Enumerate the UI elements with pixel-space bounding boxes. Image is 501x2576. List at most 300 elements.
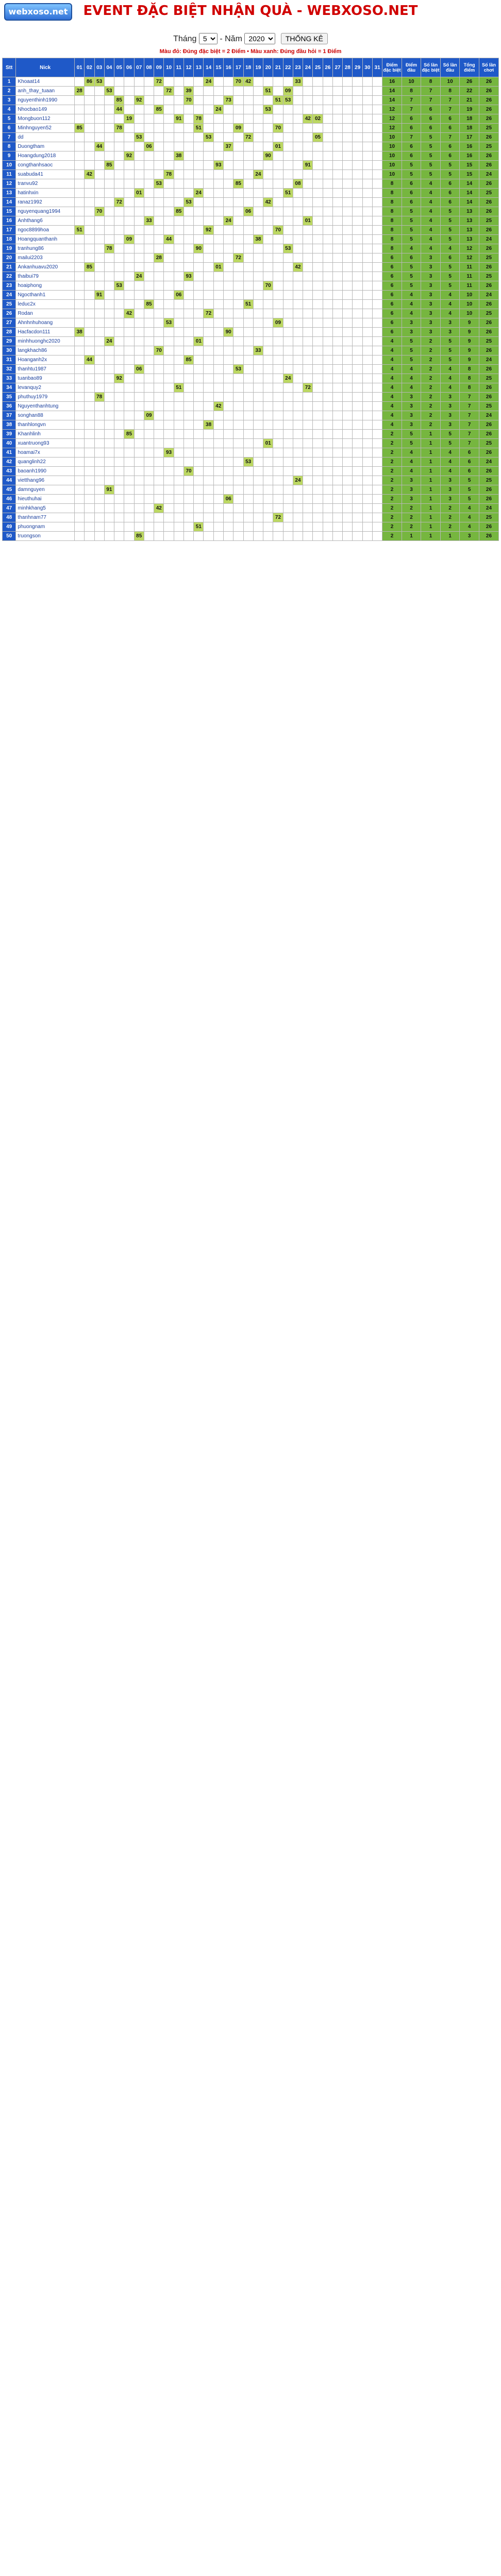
- month-select[interactable]: [199, 33, 218, 44]
- nick-cell[interactable]: damnguyen: [16, 485, 75, 495]
- hit-cell: 91: [94, 291, 104, 300]
- day-cell: [253, 263, 263, 272]
- day-cell: [85, 189, 94, 198]
- day-cell: [204, 402, 213, 411]
- nick-cell[interactable]: Anhthang6: [16, 216, 75, 226]
- day-cell: [104, 216, 114, 226]
- nick-cell[interactable]: Hoangquanthanh: [16, 235, 75, 244]
- rank-cell: 25: [3, 300, 16, 309]
- day-cell: [293, 226, 303, 235]
- hit-cell: 24: [213, 105, 223, 114]
- day-cell: [183, 300, 193, 309]
- day-cell: [213, 133, 223, 142]
- nick-cell[interactable]: tranhung86: [16, 244, 75, 253]
- day-cell: [273, 328, 283, 337]
- nick-cell[interactable]: thanhtu1987: [16, 365, 75, 374]
- table-head: [3, 58, 499, 77]
- day-cell: [253, 151, 263, 161]
- day-cell: [124, 495, 134, 504]
- nick-cell[interactable]: nguyenthinh1990: [16, 96, 75, 105]
- day-cell: [303, 393, 313, 402]
- day-cell: [213, 318, 223, 328]
- year-select[interactable]: [244, 33, 275, 44]
- day-cell: [154, 170, 164, 179]
- hit-cell: 53: [183, 198, 193, 207]
- stat-cell: 1: [421, 504, 441, 513]
- day-cell: [283, 467, 293, 476]
- nick-cell[interactable]: minhkhang5: [16, 504, 75, 513]
- day-cell: [114, 476, 124, 485]
- nick-cell[interactable]: Hacfacdon111: [16, 328, 75, 337]
- stat-cell: 26: [479, 226, 498, 235]
- nick-cell[interactable]: quanglinh22: [16, 457, 75, 467]
- rank-cell: 39: [3, 430, 16, 439]
- stat-cell: 7: [402, 105, 421, 114]
- day-cell: [332, 87, 342, 96]
- day-cell: [104, 96, 114, 105]
- nick-cell[interactable]: leduc2x: [16, 300, 75, 309]
- stat-cell: 6: [382, 291, 402, 300]
- day-cell: [372, 365, 382, 374]
- day-cell: [204, 337, 213, 346]
- day-cell: [372, 170, 382, 179]
- day-cell: [253, 161, 263, 170]
- day-cell: [372, 485, 382, 495]
- day-cell: [293, 495, 303, 504]
- day-cell: [332, 235, 342, 244]
- day-cell: [283, 346, 293, 355]
- stat-cell: 6: [460, 457, 479, 467]
- year-label: Năm: [225, 35, 242, 43]
- day-cell: [343, 244, 353, 253]
- day-cell: [372, 393, 382, 402]
- day-cell: [164, 300, 174, 309]
- day-cell: [243, 151, 253, 161]
- day-cell: [144, 198, 154, 207]
- stat-cell: 24: [479, 235, 498, 244]
- day-cell: [75, 337, 85, 346]
- day-cell: [104, 142, 114, 151]
- day-cell: [372, 272, 382, 281]
- nick-cell[interactable]: dd: [16, 133, 75, 142]
- rank-cell: 50: [3, 532, 16, 541]
- day-cell: [362, 124, 372, 133]
- day-cell: [85, 318, 94, 328]
- day-cell: [204, 207, 213, 216]
- day-cell: [94, 161, 104, 170]
- day-cell: [164, 226, 174, 235]
- stat-cell: 8: [382, 189, 402, 198]
- day-cell: [204, 522, 213, 532]
- stats-button[interactable]: THỐNG KÊ: [281, 33, 328, 44]
- day-cell: [144, 522, 154, 532]
- day-cell: [94, 346, 104, 355]
- day-cell: [332, 142, 342, 151]
- day-cell: [174, 281, 183, 291]
- day-cell: [134, 151, 144, 161]
- day-cell: [323, 522, 332, 532]
- day-cell: [94, 402, 104, 411]
- day-cell: [353, 87, 362, 96]
- nick-cell[interactable]: levanquy2: [16, 383, 75, 393]
- nick-cell[interactable]: Duongtham: [16, 142, 75, 151]
- nick-cell[interactable]: anh_thay_tuaan: [16, 87, 75, 96]
- day-cell: [114, 226, 124, 235]
- day-cell: [372, 337, 382, 346]
- day-cell: [273, 383, 283, 393]
- day-cell: [372, 207, 382, 216]
- stat-cell: 5: [440, 170, 460, 179]
- day-cell: [204, 124, 213, 133]
- site-logo[interactable]: webxoso.net: [4, 3, 72, 21]
- nick-cell[interactable]: hatinhxin: [16, 189, 75, 198]
- day-cell: [362, 328, 372, 337]
- day-cell: [204, 439, 213, 448]
- nick-cell[interactable]: langkhach86: [16, 346, 75, 355]
- day-cell: [104, 328, 114, 337]
- day-cell: [154, 402, 164, 411]
- day-cell: [183, 189, 193, 198]
- day-cell: [233, 430, 243, 439]
- stat-cell: 6: [421, 114, 441, 124]
- day-cell: [343, 161, 353, 170]
- stat-cell: 2: [382, 476, 402, 485]
- day-cell: [343, 207, 353, 216]
- day-cell: [303, 495, 313, 504]
- day-cell: [263, 457, 273, 467]
- nick-cell[interactable]: Nguyenthanhtung: [16, 402, 75, 411]
- stat-cell: 4: [440, 467, 460, 476]
- stat-cell: 7: [402, 96, 421, 105]
- rank-cell: 46: [3, 495, 16, 504]
- day-cell: [164, 346, 174, 355]
- day-cell: [243, 309, 253, 318]
- rank-cell: 29: [3, 337, 16, 346]
- column-header: 03: [94, 58, 104, 77]
- day-cell: [114, 207, 124, 216]
- day-cell: [194, 318, 204, 328]
- day-cell: [174, 522, 183, 532]
- day-cell: [303, 198, 313, 207]
- day-cell: [372, 504, 382, 513]
- day-cell: [253, 448, 263, 457]
- day-cell: [313, 179, 323, 189]
- nick-cell[interactable]: baoanh1990: [16, 467, 75, 476]
- day-cell: [164, 355, 174, 365]
- stat-cell: 6: [382, 263, 402, 272]
- nick-cell[interactable]: hieuthuhai: [16, 495, 75, 504]
- day-cell: [332, 114, 342, 124]
- day-cell: [134, 263, 144, 272]
- day-cell: [343, 253, 353, 263]
- day-cell: [224, 133, 233, 142]
- day-cell: [75, 198, 85, 207]
- nick-cell[interactable]: Khanhlinh: [16, 430, 75, 439]
- stat-cell: 5: [402, 355, 421, 365]
- day-cell: [283, 337, 293, 346]
- hit-cell: 72: [303, 383, 313, 393]
- day-cell: [323, 485, 332, 495]
- day-cell: [293, 318, 303, 328]
- day-cell: [263, 291, 273, 300]
- nick-cell[interactable]: tuanbao89: [16, 374, 75, 383]
- day-cell: [194, 393, 204, 402]
- day-cell: [154, 226, 164, 235]
- day-cell: [332, 189, 342, 198]
- day-cell: [194, 235, 204, 244]
- hit-cell: 85: [183, 355, 193, 365]
- day-cell: [194, 133, 204, 142]
- day-cell: [134, 244, 144, 253]
- hit-cell: 85: [104, 161, 114, 170]
- nick-cell[interactable]: tranvu92: [16, 179, 75, 189]
- stat-cell: 26: [479, 430, 498, 439]
- day-cell: [263, 272, 273, 281]
- day-cell: [144, 179, 154, 189]
- hit-cell: 72: [154, 77, 164, 87]
- day-cell: [343, 485, 353, 495]
- day-cell: [332, 328, 342, 337]
- day-cell: [94, 309, 104, 318]
- nick-cell[interactable]: Ngocthanh1: [16, 291, 75, 300]
- day-cell: [332, 170, 342, 179]
- day-cell: [303, 253, 313, 263]
- day-cell: [183, 291, 193, 300]
- day-cell: [273, 420, 283, 430]
- day-cell: [174, 532, 183, 541]
- rank-cell: 18: [3, 235, 16, 244]
- nick-cell[interactable]: thaibui79: [16, 272, 75, 281]
- day-cell: [283, 114, 293, 124]
- day-cell: [263, 309, 273, 318]
- day-cell: [85, 124, 94, 133]
- day-cell: [263, 430, 273, 439]
- day-cell: [124, 374, 134, 383]
- day-cell: [194, 309, 204, 318]
- day-cell: [343, 309, 353, 318]
- table-row: [3, 476, 499, 485]
- nick-cell[interactable]: nguyenquang1994: [16, 207, 75, 216]
- nick-cell[interactable]: ranaz1992: [16, 198, 75, 207]
- day-cell: [154, 337, 164, 346]
- scoring-legend: Màu đỏ: Đúng đặc biệt = 2 Điểm • Màu xanh: Đúng đầu hỏi = 1 Điểm: [159, 48, 342, 55]
- day-cell: [204, 485, 213, 495]
- stat-cell: 3: [402, 495, 421, 504]
- nick-cell[interactable]: Minhnguyen52: [16, 124, 75, 133]
- day-cell: [204, 281, 213, 291]
- stat-cell: 2: [382, 522, 402, 532]
- stat-cell: 6: [440, 179, 460, 189]
- table-row: [3, 439, 499, 448]
- day-cell: [213, 430, 223, 439]
- hit-cell: 06: [144, 142, 154, 151]
- table-row: [3, 189, 499, 198]
- table-row: [3, 133, 499, 142]
- day-cell: [85, 300, 94, 309]
- day-cell: [343, 235, 353, 244]
- stat-cell: 5: [440, 439, 460, 448]
- stat-cell: 26: [479, 522, 498, 532]
- day-cell: [154, 291, 164, 300]
- day-cell: [134, 485, 144, 495]
- day-cell: [243, 495, 253, 504]
- day-cell: [332, 476, 342, 485]
- stat-cell: 10: [382, 161, 402, 170]
- day-cell: [233, 374, 243, 383]
- day-cell: [283, 151, 293, 161]
- stat-cell: 8: [460, 365, 479, 374]
- nick-cell[interactable]: Hoangdung2018: [16, 151, 75, 161]
- day-cell: [313, 337, 323, 346]
- day-cell: [75, 151, 85, 161]
- day-cell: [104, 365, 114, 374]
- day-cell: [243, 114, 253, 124]
- table-row: [3, 87, 499, 96]
- day-cell: [124, 216, 134, 226]
- nick-cell[interactable]: Rodan: [16, 309, 75, 318]
- day-cell: [94, 151, 104, 161]
- top-bar: [0, 0, 501, 31]
- day-cell: [114, 114, 124, 124]
- nick-cell[interactable]: mailui2203: [16, 253, 75, 263]
- day-cell: [343, 281, 353, 291]
- day-cell: [362, 430, 372, 439]
- day-cell: [224, 402, 233, 411]
- nick-cell[interactable]: ngoc8899hoa: [16, 226, 75, 235]
- nick-cell[interactable]: Mongbuon112: [16, 114, 75, 124]
- day-cell: [332, 522, 342, 532]
- day-cell: [75, 300, 85, 309]
- day-cell: [204, 495, 213, 504]
- day-cell: [213, 244, 223, 253]
- day-cell: [253, 411, 263, 420]
- day-cell: [303, 365, 313, 374]
- nick-cell[interactable]: phuongnam: [16, 522, 75, 532]
- rank-cell: 7: [3, 133, 16, 142]
- day-cell: [194, 87, 204, 96]
- day-cell: [332, 374, 342, 383]
- table-row: [3, 300, 499, 309]
- day-cell: [293, 346, 303, 355]
- day-cell: [233, 476, 243, 485]
- day-cell: [343, 402, 353, 411]
- day-cell: [213, 151, 223, 161]
- rank-cell: 8: [3, 142, 16, 151]
- day-cell: [243, 355, 253, 365]
- day-cell: [224, 513, 233, 522]
- rank-cell: 1: [3, 77, 16, 87]
- stat-cell: 6: [440, 253, 460, 263]
- stat-cell: 10: [460, 309, 479, 318]
- day-cell: [362, 355, 372, 365]
- nick-cell[interactable]: thanhlongvn: [16, 420, 75, 430]
- day-cell: [224, 244, 233, 253]
- day-cell: [174, 96, 183, 105]
- day-cell: [353, 467, 362, 476]
- nick-cell[interactable]: Ankanhuavu2020: [16, 263, 75, 272]
- column-header: 15: [213, 58, 223, 77]
- day-cell: [204, 198, 213, 207]
- day-cell: [85, 87, 94, 96]
- nick-cell[interactable]: hoaiphong: [16, 281, 75, 291]
- nick-cell[interactable]: Khoaat14: [16, 77, 75, 87]
- day-cell: [104, 532, 114, 541]
- stat-cell: 5: [440, 161, 460, 170]
- nick-cell[interactable]: truongson: [16, 532, 75, 541]
- stat-cell: 9: [460, 318, 479, 328]
- nick-cell[interactable]: suabuda41: [16, 170, 75, 179]
- nick-cell[interactable]: Nhocbao149: [16, 105, 75, 114]
- day-cell: [362, 281, 372, 291]
- day-cell: [283, 504, 293, 513]
- day-cell: [313, 411, 323, 420]
- day-cell: [75, 291, 85, 300]
- nick-cell[interactable]: phuthuy1979: [16, 393, 75, 402]
- day-cell: [253, 439, 263, 448]
- hit-cell: 70: [154, 346, 164, 355]
- nick-cell[interactable]: hoamai7x: [16, 448, 75, 457]
- nick-cell[interactable]: Ahnhnhuhoang: [16, 318, 75, 328]
- day-cell: [104, 189, 114, 198]
- day-cell: [134, 235, 144, 244]
- day-cell: [75, 244, 85, 253]
- hit-cell: 53: [114, 281, 124, 291]
- nick-cell[interactable]: songhan88: [16, 411, 75, 420]
- stat-cell: 14: [382, 87, 402, 96]
- day-cell: [104, 151, 114, 161]
- nick-cell[interactable]: xuantruong93: [16, 439, 75, 448]
- day-cell: [183, 532, 193, 541]
- nick-cell[interactable]: minhhuonghc2020: [16, 337, 75, 346]
- day-cell: [283, 365, 293, 374]
- day-cell: [273, 105, 283, 114]
- stat-cell: 3: [421, 328, 441, 337]
- rank-cell: 23: [3, 281, 16, 291]
- hit-cell: 01: [213, 263, 223, 272]
- day-cell: [343, 393, 353, 402]
- day-cell: [323, 513, 332, 522]
- day-cell: [233, 281, 243, 291]
- day-cell: [164, 402, 174, 411]
- nick-cell[interactable]: congthanhsaoc: [16, 161, 75, 170]
- day-cell: [144, 281, 154, 291]
- hit-cell: 85: [85, 263, 94, 272]
- day-cell: [104, 226, 114, 235]
- table-row: [3, 420, 499, 430]
- day-cell: [85, 96, 94, 105]
- nick-cell[interactable]: thanhnam77: [16, 513, 75, 522]
- day-cell: [164, 244, 174, 253]
- day-cell: [194, 281, 204, 291]
- day-cell: [243, 189, 253, 198]
- rank-cell: 19: [3, 244, 16, 253]
- day-cell: [313, 346, 323, 355]
- day-cell: [293, 272, 303, 281]
- day-cell: [94, 318, 104, 328]
- day-cell: [323, 355, 332, 365]
- day-cell: [343, 467, 353, 476]
- separator: -: [220, 35, 223, 43]
- stat-cell: 3: [421, 309, 441, 318]
- day-cell: [174, 105, 183, 114]
- nick-cell[interactable]: Hoanganh2x: [16, 355, 75, 365]
- day-cell: [353, 263, 362, 272]
- day-cell: [323, 495, 332, 504]
- day-cell: [253, 337, 263, 346]
- stat-cell: 4: [440, 244, 460, 253]
- nick-cell[interactable]: vietthang96: [16, 476, 75, 485]
- day-cell: [144, 513, 154, 522]
